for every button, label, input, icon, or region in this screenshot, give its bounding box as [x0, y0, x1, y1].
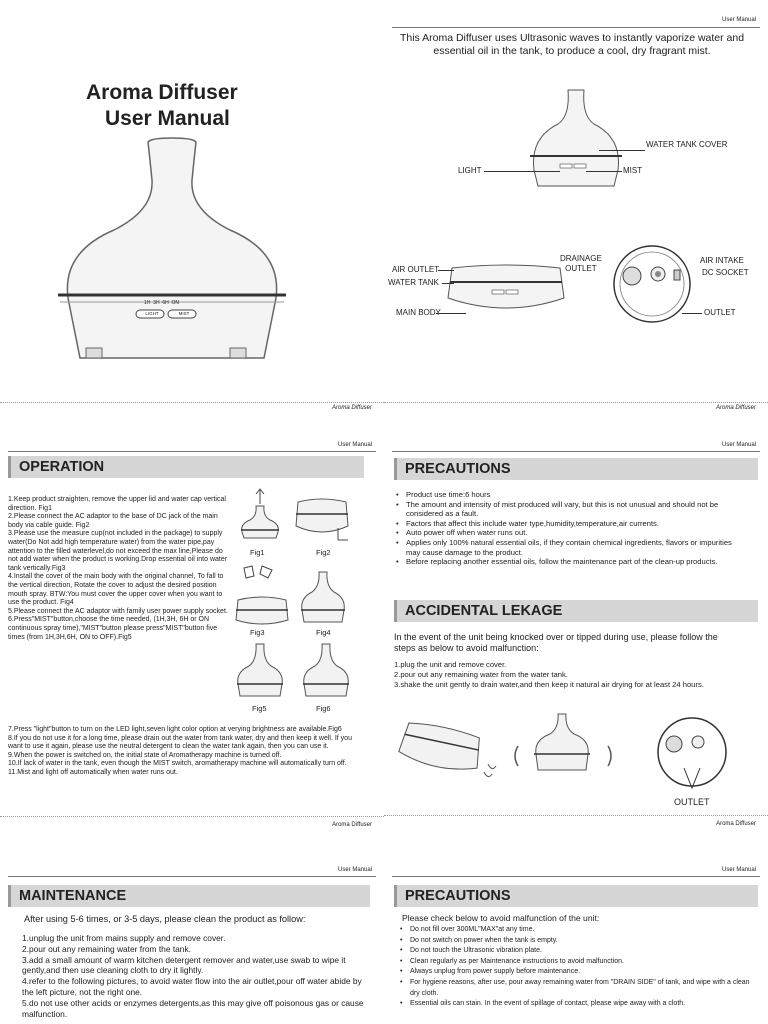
accidental-heading-bar [394, 600, 758, 622]
label-outlet-word: OUTLET [565, 264, 597, 273]
maintenance-step: 3.add a small amount of warm kitchen detergent remover and water,use swab to wipe it gently,and then use cleaning cloth to dry it lightly. [22, 954, 346, 976]
fig5-illustration [234, 642, 286, 700]
accidental-intro: In the event of the unit being knocked over or tipped during use, please follow the steps as below to avoid malfunction: [394, 632, 718, 653]
precaution-item: • Auto power off when water runs out. [396, 528, 748, 538]
fig3-illustration [232, 564, 292, 626]
precautions-accidental-page [384, 430, 768, 855]
footer-line [0, 816, 384, 817]
header-line [392, 451, 760, 452]
label-water-tank-cover: WATER TANK COVER [646, 140, 728, 149]
leader-line [586, 171, 622, 172]
label-mist: MIST [623, 166, 643, 175]
precautions-heading-bar [394, 458, 758, 480]
label-drainage: DRAINAGE [560, 254, 602, 263]
precautions2-page [384, 855, 768, 1024]
fig1-caption: Fig1 [250, 548, 265, 557]
leader-line [599, 150, 645, 151]
maintenance-heading: MAINTENANCE [19, 888, 127, 904]
label-light: LIGHT [458, 166, 482, 175]
label-main-body: MAIN BODY [396, 308, 441, 317]
operation-step: 3.Please use the measure cup(not included in the package) to supply water(Do Not add high temperature water) from the water pipe,pay attention to the filled waterlevel,do not exceed the max line,Please do not add water when the product is working.Drop essential oil into water tank vertically.Fig3 [8, 530, 228, 572]
mist-button: MIST [178, 311, 190, 316]
precaution2-item: • Do not fill over 300ML"MAX"at any time. [400, 925, 750, 936]
cover-page [0, 0, 384, 430]
intro-text: This Aroma Diffuser uses Ultrasonic waves to instantly vaporize water and essential oil in the tank, to produce a cool, dry fragrant mist. [399, 32, 745, 57]
label-outlet-bottom: OUTLET [674, 797, 710, 807]
operation-steps-wide [8, 726, 356, 778]
leader-line [682, 313, 702, 314]
precaution2-item: • Do not switch on power when the tank is empty. [400, 936, 750, 947]
bottom-outlet-illustration [654, 714, 730, 790]
operation-step: 4.Install the cover of the main body with the original channel, To fall to the vertical direction, Rotate the cover to adjust the desired position mouth spray. BTW:You must cover the upper cover when you want to use the product. Fig4 [8, 573, 224, 607]
page-header: User Manual [337, 442, 372, 448]
operation-heading: OPERATION [19, 459, 105, 475]
page-footer: Aroma Diffuser [715, 405, 756, 411]
precaution-item: • The amount and intensity of mist produced will vary, but this is not unusual and should not be considered as a fault. [396, 500, 748, 519]
accidental-step: 2.pour out any remaining water from the water tank. [394, 669, 568, 679]
page-header: User Manual [721, 867, 756, 873]
precaution-item: • Factors that affect this include water type,humidity,temperature,air currents. [396, 519, 748, 529]
label-dc-socket: DC SOCKET [702, 268, 749, 277]
control-panel-timers: 1H 3H 6H ON [144, 300, 180, 306]
maintenance-page [0, 855, 384, 1024]
light-button: LIGHT [145, 311, 159, 316]
header-line [8, 451, 376, 452]
fig2-illustration [292, 494, 352, 544]
fig1-illustration [236, 488, 284, 540]
label-water-tank: WATER TANK [388, 278, 439, 287]
precaution2-item: • Clean regularly as per Maintenance instructions to avoid malfunction. [400, 957, 750, 968]
precautions2-intro: Please check below to avoid malfunction of the unit: [402, 913, 600, 923]
page-header: User Manual [721, 17, 756, 23]
label-outlet: OUTLET [704, 308, 736, 317]
fig3-caption: Fig3 [250, 628, 265, 637]
label-drainage-outlet [560, 254, 602, 274]
operation-step: 8.If you do not use it for a long time, please drain out the water from tank water, dry and then keep it well. If you want to use it again, please use the neutral detergent to clean the water tank again, then you can use it. [8, 734, 352, 751]
fig2-caption: Fig2 [316, 548, 331, 557]
maintenance-intro: After using 5-6 times, or 3-5 days, please clean the product as follow: [24, 914, 306, 924]
footer-line [0, 402, 384, 403]
page-header: User Manual [337, 867, 372, 873]
leader-line [484, 171, 560, 172]
leader-line [442, 283, 454, 284]
structure-page [384, 0, 768, 430]
footer-line [384, 815, 768, 816]
precautions2-heading: PRECAUTIONS [405, 888, 511, 904]
maintenance-step: 1.unplug the unit from mains supply and remove cover. [22, 933, 226, 943]
precautions-list [396, 490, 748, 567]
fig5-caption: Fig5 [252, 704, 267, 713]
accidental-step: 3.shake the unit gently to drain water,and then keep it natural air drying for at least 24 hours. [394, 679, 704, 689]
cover-title-line2: User Manual [105, 107, 230, 130]
operation-step: 5.Please connect the AC adaptor with family user power supply socket. [8, 607, 228, 615]
precautions-heading: PRECAUTIONS [405, 461, 511, 477]
cover-title-line1: Aroma Diffuser [86, 81, 238, 104]
operation-step: 6.Press"MIST"button,choose the time needed, (1H,3H, 6H or ON continuous spray time),"MIST"button please press"MIST"button five times (from 1H,3H,6H, ON to OFF).Fig5 [8, 616, 218, 641]
leader-line [436, 313, 466, 314]
precaution2-item: • Always unplug from power supply before maintenance. [400, 967, 750, 978]
accidental-step: 1.plug the unit and remove cover. [394, 660, 507, 669]
precautions2-heading-bar [394, 885, 758, 907]
operation-step: 1.Keep product straighten, remove the upper lid and water cap vertical direction. Fig1 [8, 496, 226, 512]
precaution2-item: • For hygiene reasons, after use, pour away remaining water from "DRAIN SIDE" of tank, and wipe with a clean dry cloth. [400, 978, 750, 999]
tilted-diffuser-illustration [398, 710, 658, 800]
precautions2-list [400, 925, 750, 1010]
maintenance-step: 4.refer to the following pictures, to avoid water flow into the air outlet,pour off water abide by the left picture, not the right one. [22, 976, 362, 997]
maintenance-step: 5.do not use other acids or enzymes detergents,as this may give off poisonous gas or cause malfunction. [22, 997, 364, 1019]
label-air-outlet: AIR OUTLET [392, 265, 440, 274]
operation-page [0, 430, 384, 855]
header-line [392, 27, 760, 28]
accidental-heading: ACCIDENTAL LEKAGE [405, 603, 563, 619]
operation-steps [8, 496, 230, 642]
header-line [8, 876, 376, 877]
page-footer: Aroma Diffuser [332, 822, 372, 828]
maintenance-heading-bar [8, 885, 370, 907]
operation-step: 7.Press "light"button to turn on the LED light,seven light color option at verying brightness are available.Fig6 [8, 726, 342, 733]
precaution2-item: • Essential oils can stain. In the event of spillage of contact, please wipe away with a cloth. [400, 999, 750, 1010]
precaution-item: • Product use time:6 hours [396, 490, 748, 500]
page-header: User Manual [721, 442, 756, 448]
maintenance-step: 2.pour out any remaining water from the tank. [22, 943, 191, 954]
leader-line [438, 270, 454, 271]
fig4-illustration [298, 570, 348, 626]
operation-step: 2.Please connect the AC adaptor to the base of DC jack of the main body via cable guide. Fig2 [8, 513, 218, 529]
label-air-intake: AIR INTAKE [700, 256, 744, 265]
accidental-steps [394, 660, 734, 689]
precaution-item: • Before replacing another essential oils, follow the maintenance part of the clean-up products. [396, 557, 748, 567]
precaution2-item: • Do not touch the Ultrasonic vibration plate. [400, 946, 750, 957]
precaution-item: • Applies only 100% natural essential oils, if they contain chemical ingredients, flavors or impurities may cause damage to the product. [396, 538, 748, 557]
fig6-caption: Fig6 [316, 704, 331, 713]
maintenance-steps [22, 933, 368, 1019]
page-footer: Aroma Diffuser [331, 405, 372, 411]
page-footer: Aroma Diffuser [716, 821, 756, 827]
fig4-caption: Fig4 [316, 628, 331, 637]
header-line [392, 876, 760, 877]
operation-step: 11.Mist and light off automatically when water runs out. [8, 768, 178, 776]
operation-step: 9.When the power is switched on, the initial state of Aromatherapy machine is turned off. [8, 751, 282, 759]
operation-heading-bar [8, 456, 364, 478]
operation-step: 10.If lack of water in the tank, even though the MIST switch, aromatherapy machine will automatically turn off. [8, 760, 347, 768]
diffuser-illustration [0, 120, 384, 370]
footer-line [384, 402, 768, 403]
diffuser-front-diagram [516, 86, 636, 196]
fig6-illustration [300, 642, 352, 700]
